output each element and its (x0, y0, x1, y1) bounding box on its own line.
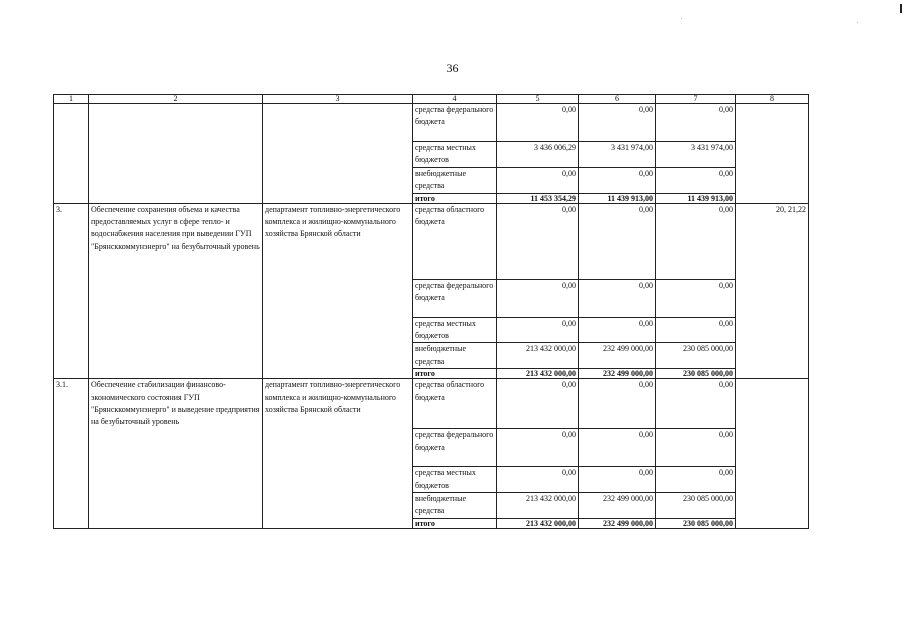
indicators: 20, 21,22 (736, 203, 809, 379)
scan-edge-mark (900, 4, 902, 13)
budget-table (53, 94, 809, 529)
scan-speck (857, 22, 858, 23)
funding-source: средства местных бюджетов (413, 317, 497, 343)
executor: департамент топливно-энергетического комплекса и жилищно-коммунального хозяйства Брянской области (263, 203, 413, 379)
value-col5: 0,00 (497, 467, 579, 493)
value-col7: 0,00 (656, 317, 736, 343)
funding-source: внебюджетные средства (413, 167, 497, 193)
table-row (54, 379, 809, 429)
value-col6: 232 499 000,00 (579, 343, 656, 369)
funding-source: итого (413, 369, 497, 379)
value-col7: 3 431 974,00 (656, 142, 736, 168)
table-row (54, 104, 809, 142)
column-number: 1 (54, 95, 89, 104)
value-col6: 232 499 000,00 (579, 369, 656, 379)
funding-source: средства федерального бюджета (413, 104, 497, 142)
column-number: 4 (413, 95, 497, 104)
column-number: 8 (736, 95, 809, 104)
item-name: Обеспечение сохранения объема и качества предоставляемых услуг в сфере тепло- и водоснабжения населения при выведении ГУП "Брянсккоммунэнерго" на безубыточный уровень (89, 203, 263, 379)
funding-source: внебюджетные средства (413, 343, 497, 369)
column-number: 3 (263, 95, 413, 104)
column-number: 2 (89, 95, 263, 104)
funding-source: средства местных бюджетов (413, 142, 497, 168)
indicators-cell (736, 104, 809, 204)
value-col6: 0,00 (579, 317, 656, 343)
value-col5: 0,00 (497, 167, 579, 193)
executor-cell (263, 104, 413, 204)
funding-source: средства областного бюджета (413, 203, 497, 279)
value-col7: 230 085 000,00 (656, 369, 736, 379)
value-col5: 213 432 000,00 (497, 493, 579, 519)
value-col5: 0,00 (497, 379, 579, 429)
value-col5: 3 436 006,29 (497, 142, 579, 168)
value-col5: 0,00 (497, 317, 579, 343)
value-col6: 0,00 (579, 203, 656, 279)
funding-source: внебюджетные средства (413, 493, 497, 519)
value-col5: 0,00 (497, 279, 579, 317)
column-number: 6 (579, 95, 656, 104)
value-col7: 11 439 913,00 (656, 193, 736, 203)
value-col6: 0,00 (579, 279, 656, 317)
header-row (54, 95, 809, 104)
column-number: 5 (497, 95, 579, 104)
table-row (54, 203, 809, 279)
value-col6: 0,00 (579, 429, 656, 467)
scan-speck (681, 18, 682, 19)
funding-source: средства областного бюджета (413, 379, 497, 429)
page-number: 36 (446, 61, 459, 75)
value-col7: 230 085 000,00 (656, 518, 736, 528)
value-col6: 0,00 (579, 379, 656, 429)
value-col5: 213 432 000,00 (497, 369, 579, 379)
column-number: 7 (656, 95, 736, 104)
item-number: 3. (54, 203, 89, 379)
item-name-cell (89, 104, 263, 204)
value-col6: 232 499 000,00 (579, 518, 656, 528)
value-col7: 0,00 (656, 467, 736, 493)
value-col6: 232 499 000,00 (579, 493, 656, 519)
value-col5: 0,00 (497, 429, 579, 467)
value-col7: 230 085 000,00 (656, 343, 736, 369)
item-number-cell (54, 104, 89, 204)
value-col7: 0,00 (656, 203, 736, 279)
funding-source: средства федерального бюджета (413, 429, 497, 467)
item-number: 3.1. (54, 379, 89, 529)
value-col6: 0,00 (579, 167, 656, 193)
value-col5: 0,00 (497, 203, 579, 279)
item-name: Обеспечение стабилизации финансово-экономического состояния ГУП "Брянсккоммунэнерго" и выведение предприятия на безубыточный уровень (89, 379, 263, 529)
value-col5: 213 432 000,00 (497, 518, 579, 528)
value-col7: 0,00 (656, 379, 736, 429)
funding-source: итого (413, 518, 497, 528)
value-col7: 0,00 (656, 104, 736, 142)
value-col6: 0,00 (579, 467, 656, 493)
funding-source: средства федерального бюджета (413, 279, 497, 317)
value-col7: 0,00 (656, 429, 736, 467)
value-col7: 0,00 (656, 167, 736, 193)
value-col5: 213 432 000,00 (497, 343, 579, 369)
funding-source: итого (413, 193, 497, 203)
value-col6: 3 431 974,00 (579, 142, 656, 168)
value-col5: 11 453 354,29 (497, 193, 579, 203)
executor: департамент топливно-энергетического комплекса и жилищно-коммунального хозяйства Брянской области (263, 379, 413, 529)
funding-source: средства местных бюджетов (413, 467, 497, 493)
value-col7: 0,00 (656, 279, 736, 317)
indicators (736, 379, 809, 529)
value-col6: 11 439 913,00 (579, 193, 656, 203)
value-col6: 0,00 (579, 104, 656, 142)
value-col7: 230 085 000,00 (656, 493, 736, 519)
value-col5: 0,00 (497, 104, 579, 142)
